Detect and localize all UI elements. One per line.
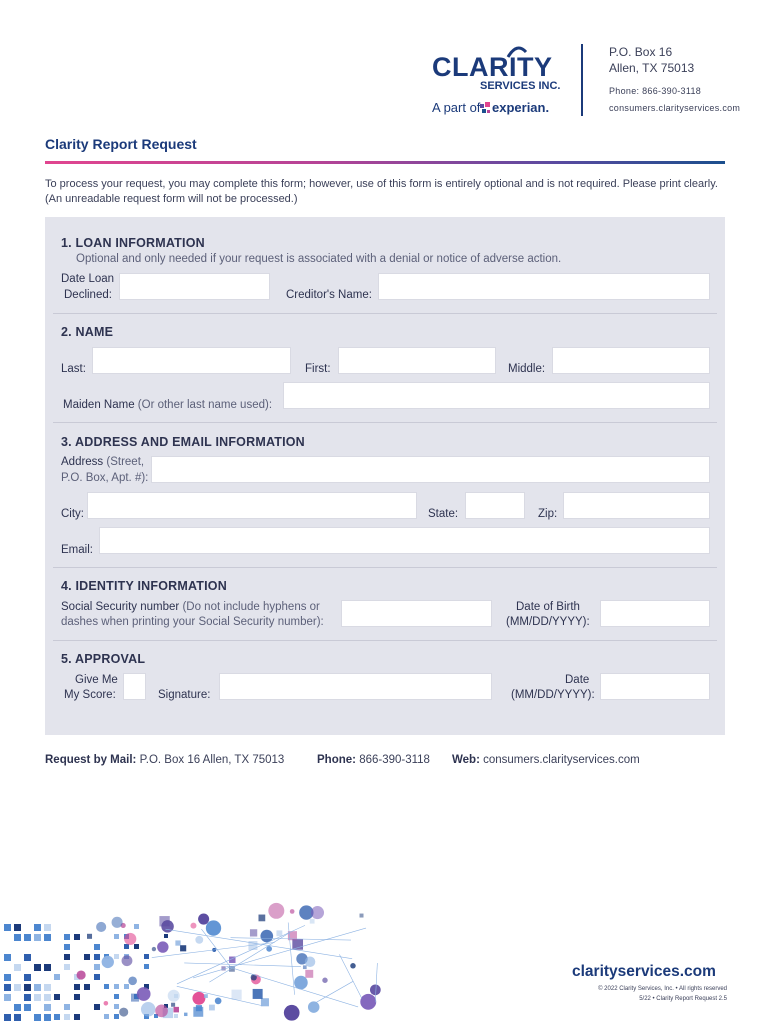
mosaic-tile — [134, 924, 139, 929]
section-divider — [53, 422, 717, 423]
footer-phone-value: 866-390-3118 — [359, 754, 430, 766]
address-note-1: (Street, — [103, 456, 145, 468]
footer-mail — [45, 754, 284, 766]
section-address-heading: 3. ADDRESS AND EMAIL INFORMATION — [61, 435, 305, 449]
mosaic-blob — [253, 989, 263, 999]
mosaic-blob — [204, 994, 208, 998]
ssn-input[interactable] — [341, 600, 492, 627]
mosaic-tile — [84, 984, 90, 990]
mosaic-blob — [161, 920, 174, 933]
header-website: consumers.clarityservices.com — [609, 103, 741, 113]
mosaic-tile — [24, 994, 31, 1001]
footer-web — [452, 754, 640, 766]
mosaic-tile — [64, 964, 70, 970]
mosaic-blob — [157, 941, 168, 952]
mosaic-tile — [124, 984, 129, 989]
section-identity-heading: 4. IDENTITY INFORMATION — [61, 579, 227, 593]
mosaic-tile — [34, 1014, 41, 1021]
last-name-label: Last: — [61, 363, 86, 375]
mosaic-blob — [192, 992, 205, 1005]
footer-mail-label: Request by Mail: — [45, 754, 137, 766]
mosaic-blob — [102, 956, 114, 968]
mosaic-line — [209, 932, 290, 982]
mosaic-tile — [94, 954, 100, 960]
mosaic-blob — [258, 915, 265, 922]
approval-date-label-2: (MM/DD/YYYY): — [511, 689, 595, 701]
mosaic-tile — [14, 924, 21, 931]
mosaic-tile — [64, 944, 70, 950]
mosaic-tile — [14, 984, 21, 991]
mosaic-blob — [168, 990, 180, 1002]
mosaic-tile — [44, 1014, 51, 1021]
mosaic-blob — [215, 998, 222, 1005]
section-approval-heading: 5. APPROVAL — [61, 652, 146, 666]
first-name-input[interactable] — [338, 347, 496, 374]
mosaic-tile — [104, 984, 109, 989]
mosaic-blob — [209, 1005, 215, 1011]
state-input[interactable] — [465, 492, 525, 519]
mosaic-tile — [114, 934, 119, 939]
mosaic-blob — [303, 965, 307, 969]
footer-web-value: consumers.clarityservices.com — [483, 754, 640, 766]
logo-part-of: A part of — [432, 100, 481, 115]
mosaic-blob — [311, 906, 324, 919]
maiden-name-text: Maiden Name — [63, 399, 135, 411]
mosaic-tile — [34, 994, 41, 1001]
footer-site: clarityservices.com — [572, 963, 716, 980]
mosaic-tile — [44, 964, 51, 971]
signature-label: Signature: — [158, 689, 211, 701]
mosaic-blob — [128, 976, 137, 985]
date-declined-label-2: Declined: — [64, 289, 112, 301]
mosaic-tile — [4, 924, 11, 931]
mosaic-blob — [360, 914, 364, 918]
mosaic-tile — [24, 954, 31, 961]
mosaic-tile — [64, 1004, 70, 1010]
header-phone: Phone: 866-390-3118 — [609, 86, 702, 96]
mosaic-tile — [144, 964, 149, 969]
mosaic-blob — [104, 1001, 109, 1006]
mosaic-tile — [124, 944, 129, 949]
ssn-text: Social Security number — [61, 601, 180, 613]
address-line-2: Allen, TX 75013 — [609, 61, 695, 75]
mosaic-blob — [350, 963, 355, 968]
mosaic-blob — [260, 930, 273, 943]
decorative-pixel-art — [0, 900, 400, 1024]
mosaic-blob — [171, 1003, 175, 1007]
approval-date-input[interactable] — [600, 673, 710, 700]
state-label: State: — [428, 508, 459, 520]
section-divider — [53, 313, 717, 314]
footer-phone — [317, 754, 430, 766]
clarity-logo — [432, 46, 562, 118]
mosaic-blob — [322, 978, 327, 983]
mosaic-tile — [14, 934, 21, 941]
mosaic-tile — [44, 984, 51, 991]
mosaic-tile — [24, 984, 31, 991]
section-divider — [53, 567, 717, 568]
mosaic-tile — [34, 924, 41, 931]
city-input[interactable] — [87, 492, 417, 519]
mosaic-tile — [44, 1004, 51, 1011]
footer-mail-value: P.O. Box 16 Allen, TX 75013 — [139, 754, 285, 766]
mosaic-blob — [206, 920, 221, 935]
mosaic-tile — [34, 964, 41, 971]
footer-web-label: Web: — [452, 754, 480, 766]
mosaic-tile — [84, 954, 90, 960]
mosaic-tile — [24, 974, 31, 981]
address-text: Address — [61, 456, 104, 468]
mosaic-tile — [14, 1014, 21, 1021]
mosaic-tile — [114, 1014, 119, 1019]
give-score-label-2: My Score: — [64, 689, 116, 701]
mosaic-blob — [122, 955, 133, 966]
section-divider — [53, 640, 717, 641]
mosaic-tile — [44, 924, 51, 931]
mosaic-blob — [152, 947, 156, 951]
mosaic-tile — [54, 1014, 60, 1020]
page-title: Clarity Report Request — [45, 136, 197, 152]
mosaic-tile — [64, 954, 70, 960]
creditor-name-input[interactable] — [378, 273, 710, 300]
date-declined-label-1: Date Loan — [61, 273, 115, 285]
mosaic-tile — [114, 1004, 119, 1009]
mosaic-blob — [370, 984, 381, 995]
mosaic-blob — [305, 970, 313, 978]
loan-note: Optional and only needed if your request is associated with a denial or notice of adverse action. — [76, 253, 562, 265]
mosaic-blob — [124, 933, 136, 945]
mosaic-tile — [114, 954, 119, 959]
mosaic-line — [165, 929, 352, 958]
ssn-label-1 — [61, 600, 320, 615]
mosaic-tile — [104, 1014, 109, 1019]
dob-label-2: (MM/DD/YYYY): — [506, 616, 590, 628]
mosaic-blob — [232, 990, 242, 1000]
mosaic-tile — [14, 964, 21, 971]
city-label: City: — [61, 508, 84, 520]
mosaic-tile — [74, 1014, 80, 1020]
mosaic-tile — [14, 1004, 21, 1011]
mosaic-tile — [64, 1014, 70, 1020]
mosaic-blob — [305, 957, 316, 968]
ssn-note-2: dashes when printing your Social Security number): — [61, 616, 324, 628]
mosaic-blob — [308, 1001, 319, 1012]
logo-experian: experian. — [492, 100, 550, 115]
maiden-name-label — [63, 398, 272, 413]
email-input[interactable] — [99, 527, 710, 554]
mosaic-tile — [94, 974, 100, 980]
mosaic-tile — [174, 1014, 178, 1018]
mosaic-tile — [114, 984, 119, 989]
mosaic-line — [316, 981, 353, 1002]
mosaic-blob — [268, 903, 284, 919]
revision: 5/22 • Clarity Report Request 2.5 — [639, 996, 727, 1002]
section-name-heading: 2. NAME — [61, 325, 114, 339]
mosaic-blob — [141, 1002, 155, 1016]
mosaic-blob — [190, 923, 196, 929]
zip-input[interactable] — [563, 492, 710, 519]
mosaic-blob — [195, 936, 203, 944]
intro-text: To process your request, you may complete this form; however, use of this form is entirely optional and is not required. Please print clearly. (An unreadable request form will not be processed.) — [45, 178, 718, 205]
mosaic-tile — [34, 984, 41, 991]
mosaic-tile — [74, 934, 80, 940]
mosaic-blob — [266, 946, 272, 952]
zip-label: Zip: — [538, 508, 558, 520]
mosaic-tile — [134, 944, 139, 949]
mosaic-blob — [310, 919, 315, 924]
logo-wordmark: CLARITY — [432, 52, 553, 82]
title-rule — [45, 161, 725, 164]
mosaic-blob — [119, 1008, 128, 1017]
give-score-label-1: Give Me — [75, 674, 118, 686]
mosaic-blob — [137, 987, 151, 1001]
mosaic-tile — [64, 934, 70, 940]
middle-name-input[interactable] — [552, 347, 710, 374]
mosaic-blob — [180, 945, 186, 951]
mosaic-blob — [261, 998, 269, 1006]
mosaic-tile — [4, 1014, 11, 1021]
mosaic-line — [375, 963, 377, 1002]
approval-date-label-1: Date — [565, 674, 590, 686]
mosaic-blob — [290, 909, 295, 914]
mosaic-blob — [87, 934, 92, 939]
ssn-note-1: (Do not include hyphens or — [179, 601, 320, 613]
maiden-name-input[interactable] — [283, 382, 710, 409]
mosaic-blob — [155, 1005, 168, 1018]
mosaic-blob — [250, 929, 257, 936]
section-loan-heading: 1. LOAN INFORMATION — [61, 236, 205, 250]
street-address-input[interactable] — [151, 456, 710, 483]
mosaic-blob — [360, 994, 376, 1010]
address-label-1 — [61, 455, 144, 470]
last-name-input[interactable] — [92, 347, 291, 374]
mosaic-line — [226, 966, 358, 1007]
mosaic-tile — [4, 974, 11, 981]
mosaic-tile — [94, 964, 100, 970]
mosaic-tile — [24, 934, 31, 941]
dob-label-1: Date of Birth — [516, 601, 580, 613]
mosaic-tile — [54, 974, 60, 980]
mosaic-blob — [276, 930, 282, 936]
give-score-checkbox[interactable] — [123, 673, 146, 700]
mosaic-tile — [24, 1004, 31, 1011]
mosaic-blob — [198, 914, 209, 925]
logo-subtitle: SERVICES INC. — [480, 80, 561, 92]
copyright: © 2022 Clarity Services, Inc. • All rights reserved — [598, 986, 727, 992]
mosaic-tile — [44, 934, 51, 941]
mosaic-tile — [164, 934, 168, 938]
mosaic-blob — [173, 1007, 179, 1013]
mosaic-line — [339, 954, 361, 998]
mosaic-blob — [77, 970, 86, 979]
middle-name-label: Middle: — [508, 363, 546, 375]
mosaic-blob — [184, 1013, 187, 1016]
dob-input[interactable] — [600, 600, 710, 627]
mosaic-tile — [4, 984, 11, 991]
address-note-2: P.O. Box, Apt. #): — [61, 472, 149, 484]
mosaic-tile — [4, 954, 11, 961]
mosaic-blob — [175, 940, 180, 945]
header-divider — [581, 44, 583, 116]
mosaic-tile — [114, 994, 119, 999]
email-label: Email: — [61, 544, 93, 556]
maiden-name-note: (Or other last name used): — [134, 399, 273, 411]
mosaic-tile — [34, 934, 41, 941]
address-line-1: P.O. Box 16 — [609, 45, 673, 59]
mosaic-tile — [74, 994, 80, 1000]
mosaic-blob — [196, 1005, 202, 1011]
first-name-label: First: — [305, 363, 331, 375]
date-declined-input[interactable] — [119, 273, 270, 300]
footer-phone-label: Phone: — [317, 754, 356, 766]
mosaic-tile — [94, 1004, 100, 1010]
experian-dots-icon — [480, 102, 492, 116]
mosaic-blob — [284, 1005, 300, 1021]
mosaic-blob — [294, 976, 308, 990]
mosaic-blob — [112, 917, 123, 928]
mosaic-tile — [74, 984, 80, 990]
mosaic-blob — [292, 939, 303, 950]
mosaic-tile — [4, 994, 11, 1001]
mosaic-tile — [44, 994, 51, 1001]
mosaic-blob — [96, 922, 106, 932]
mosaic-tile — [54, 994, 60, 1000]
creditor-label: Creditor's Name: — [286, 289, 372, 301]
signature-input[interactable] — [219, 673, 492, 700]
mosaic-tile — [144, 954, 149, 959]
mosaic-tile — [94, 944, 100, 950]
